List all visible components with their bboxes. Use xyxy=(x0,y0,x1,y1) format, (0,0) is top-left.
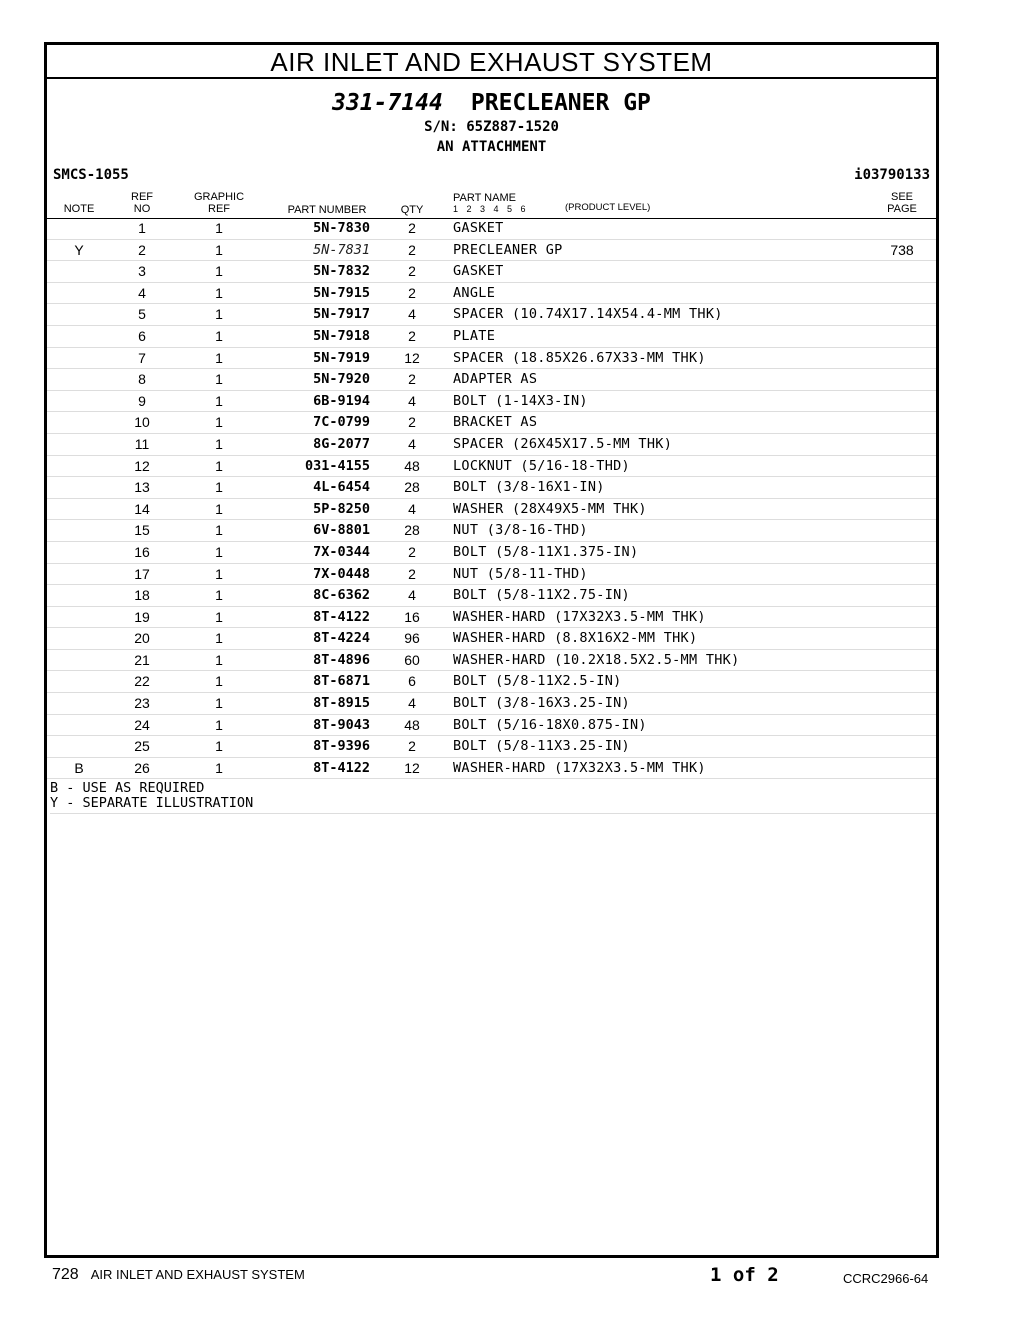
row-part-number[interactable]: 7X-0344 xyxy=(313,543,370,560)
row-qty: 2 xyxy=(408,327,416,344)
row-graphic-ref: 1 xyxy=(215,500,223,517)
table-row xyxy=(47,499,936,521)
row-graphic-ref: 1 xyxy=(215,457,223,474)
row-ref-no: 14 xyxy=(134,500,150,517)
row-graphic-ref: 1 xyxy=(215,608,223,625)
row-part-number[interactable]: 8C-6362 xyxy=(313,587,370,604)
row-ref-no: 24 xyxy=(134,716,150,733)
row-ref-no: 26 xyxy=(134,759,150,776)
row-part-name: GASKET xyxy=(453,263,504,280)
row-ref-no: 16 xyxy=(134,543,150,560)
table-row xyxy=(47,283,936,305)
table-row xyxy=(47,736,936,758)
row-ref-no: 7 xyxy=(138,349,146,366)
row-ref-no: 13 xyxy=(134,479,150,496)
row-part-number[interactable]: 5N-7831 xyxy=(313,241,370,258)
notes-legend xyxy=(50,781,936,814)
table-row xyxy=(47,348,936,370)
row-graphic-ref: 1 xyxy=(215,306,223,323)
table-row xyxy=(47,434,936,456)
row-graphic-ref: 1 xyxy=(215,263,223,280)
row-part-number[interactable]: 8T-4122 xyxy=(313,759,370,776)
doc-code: CCRC2966-64 xyxy=(843,1271,929,1286)
row-graphic-ref: 1 xyxy=(215,284,223,301)
table-row xyxy=(47,218,936,240)
row-part-name: BOLT (5/16-18X0.875-IN) xyxy=(453,716,647,733)
table-row xyxy=(47,391,936,413)
row-see-page[interactable]: 738 xyxy=(890,241,914,258)
row-graphic-ref: 1 xyxy=(215,673,223,690)
group-name: PRECLEANER GP xyxy=(470,90,651,116)
row-part-name: SPACER (10.74X17.14X54.4-MM THK) xyxy=(453,306,723,323)
row-note: B xyxy=(74,759,84,776)
row-graphic-ref: 1 xyxy=(215,241,223,258)
row-part-number[interactable]: 7C-0799 xyxy=(313,414,370,431)
row-qty: 2 xyxy=(408,220,416,236)
row-part-name: GASKET xyxy=(453,220,504,236)
table-row xyxy=(47,650,936,672)
page-frame xyxy=(44,42,939,1258)
table-row xyxy=(47,456,936,478)
table-row xyxy=(47,628,936,650)
row-ref-no: 22 xyxy=(134,673,150,690)
row-part-name: BOLT (5/8-11X2.75-IN) xyxy=(453,587,630,604)
row-part-name: WASHER-HARD (17X32X3.5-MM THK) xyxy=(453,759,706,776)
row-qty: 48 xyxy=(404,457,420,474)
row-qty: 4 xyxy=(408,695,416,712)
table-row xyxy=(47,412,936,434)
row-part-name: BOLT (5/8-11X3.25-IN) xyxy=(453,738,630,755)
row-ref-no: 23 xyxy=(134,695,150,712)
row-ref-no: 20 xyxy=(134,630,150,647)
row-graphic-ref: 1 xyxy=(215,759,223,776)
table-row xyxy=(47,564,936,586)
row-ref-no: 17 xyxy=(134,565,150,582)
table-row xyxy=(47,326,936,348)
row-qty: 2 xyxy=(408,738,416,755)
row-part-number[interactable]: 031-4155 xyxy=(304,457,370,474)
row-part-name: NUT (3/8-16-THD) xyxy=(453,522,588,539)
row-graphic-ref: 1 xyxy=(215,479,223,496)
row-part-name: NUT (5/8-11-THD) xyxy=(453,565,588,582)
col-part-name: PART NAME xyxy=(453,192,516,204)
row-note: Y xyxy=(74,241,84,258)
row-part-name: WASHER-HARD (17X32X3.5-MM THK) xyxy=(453,608,706,625)
row-graphic-ref: 1 xyxy=(215,716,223,733)
note-y: Y - SEPARATE ILLUSTRATION xyxy=(50,795,254,811)
row-ref-no: 9 xyxy=(138,392,146,409)
row-part-number[interactable]: 8T-4896 xyxy=(313,651,370,668)
row-graphic-ref: 1 xyxy=(215,522,223,539)
row-part-name: ANGLE xyxy=(453,284,496,301)
row-qty: 2 xyxy=(408,241,416,258)
table-row xyxy=(47,693,936,715)
table-row xyxy=(47,671,936,693)
row-ref-no: 2 xyxy=(138,241,146,258)
row-qty: 2 xyxy=(408,414,416,431)
table-row xyxy=(47,758,936,780)
row-graphic-ref: 1 xyxy=(215,587,223,604)
col-see-bottom: PAGE xyxy=(887,203,917,215)
row-part-name: WASHER (28X49X5-MM THK) xyxy=(453,500,647,517)
row-part-number[interactable]: 8T-4122 xyxy=(313,608,370,625)
note-b: B - USE AS REQUIRED xyxy=(50,780,205,796)
row-graphic-ref: 1 xyxy=(215,543,223,560)
row-ref-no: 18 xyxy=(134,587,150,604)
row-part-name: ADAPTER AS xyxy=(453,371,538,388)
row-part-name: PRECLEANER GP xyxy=(453,241,563,258)
row-qty: 48 xyxy=(404,716,420,733)
row-part-name: BRACKET AS xyxy=(453,414,538,431)
footer-left xyxy=(52,1266,305,1284)
row-part-number[interactable]: 5N-7917 xyxy=(313,306,370,323)
row-ref-no: 15 xyxy=(134,522,150,539)
row-ref-no: 5 xyxy=(138,306,146,323)
row-part-number[interactable]: 5P-8250 xyxy=(313,500,370,517)
row-part-number[interactable]: 8T-9396 xyxy=(313,738,370,755)
row-part-number[interactable]: 8T-4224 xyxy=(313,630,370,647)
col-qty: QTY xyxy=(400,204,424,216)
row-qty: 2 xyxy=(408,284,416,301)
serial-number: S/N: 65Z887-1520 xyxy=(424,119,559,135)
row-ref-no: 19 xyxy=(134,608,150,625)
table-row xyxy=(47,477,936,499)
row-graphic-ref: 1 xyxy=(215,738,223,755)
table-row xyxy=(47,261,936,283)
col-graphic-top: GRAPHIC xyxy=(193,191,245,203)
row-part-name: WASHER-HARD (8.8X16X2-MM THK) xyxy=(453,630,698,647)
row-ref-no: 11 xyxy=(134,435,150,452)
col-see-top: SEE xyxy=(890,191,913,203)
row-part-number[interactable]: 6V-8801 xyxy=(313,522,370,539)
row-part-name: BOLT (3/8-16X1-IN) xyxy=(453,479,605,496)
column-header xyxy=(47,188,936,219)
row-ref-no: 8 xyxy=(138,371,146,388)
row-part-number[interactable]: 7X-0448 xyxy=(313,565,370,582)
row-qty: 16 xyxy=(404,608,420,625)
row-part-name: PLATE xyxy=(453,327,496,344)
page-number: 728 xyxy=(52,1266,79,1283)
row-part-name: LOCKNUT (5/16-18-THD) xyxy=(453,457,630,474)
row-ref-no: 4 xyxy=(138,284,146,301)
table-row xyxy=(47,520,936,542)
group-heading xyxy=(47,87,936,119)
row-graphic-ref: 1 xyxy=(215,565,223,582)
row-part-number[interactable]: 8T-9043 xyxy=(313,716,370,733)
col-levels: 1 2 3 4 5 6 xyxy=(453,204,526,214)
row-qty: 2 xyxy=(408,565,416,582)
row-qty: 4 xyxy=(408,306,416,323)
table-row xyxy=(47,240,936,262)
row-ref-no: 10 xyxy=(134,414,150,431)
row-qty: 60 xyxy=(404,651,420,668)
row-graphic-ref: 1 xyxy=(215,349,223,366)
row-qty: 6 xyxy=(408,673,416,690)
table-row xyxy=(47,607,936,629)
row-qty: 4 xyxy=(408,500,416,517)
row-ref-no: 6 xyxy=(138,327,146,344)
row-qty: 28 xyxy=(404,522,420,539)
smcs-code: SMCS-1055 xyxy=(53,167,129,183)
row-part-number[interactable]: 8T-8915 xyxy=(313,695,370,712)
row-graphic-ref: 1 xyxy=(215,327,223,344)
row-qty: 28 xyxy=(404,479,420,496)
row-qty: 12 xyxy=(404,349,420,366)
row-part-number[interactable]: 6B-9194 xyxy=(313,392,370,409)
row-part-number[interactable]: 5N-7832 xyxy=(313,263,370,280)
pagination: 1 of 2 xyxy=(710,1264,779,1286)
table-row xyxy=(47,715,936,737)
illustration-id: i03790133 xyxy=(854,167,930,183)
row-part-number[interactable]: 4L-6454 xyxy=(313,479,370,496)
row-ref-no: 1 xyxy=(138,220,146,236)
row-part-number[interactable]: 5N-7915 xyxy=(313,284,370,301)
table-row xyxy=(47,369,936,391)
table-row xyxy=(47,304,936,326)
system-title: AIR INLET AND EXHAUST SYSTEM xyxy=(47,45,936,79)
row-part-number[interactable]: 8G-2077 xyxy=(313,435,370,452)
col-product-level: (PRODUCT LEVEL) xyxy=(565,202,651,213)
row-part-name: WASHER-HARD (10.2X18.5X2.5-MM THK) xyxy=(453,651,740,668)
row-part-name: BOLT (1-14X3-IN) xyxy=(453,392,588,409)
col-part-number: PART NUMBER xyxy=(287,204,367,216)
row-qty: 12 xyxy=(404,759,420,776)
row-part-name: BOLT (5/8-11X1.375-IN) xyxy=(453,543,639,560)
col-note: NOTE xyxy=(63,203,95,215)
row-graphic-ref: 1 xyxy=(215,630,223,647)
row-graphic-ref: 1 xyxy=(215,435,223,452)
row-ref-no: 25 xyxy=(134,738,150,755)
row-graphic-ref: 1 xyxy=(215,651,223,668)
row-ref-no: 3 xyxy=(138,263,146,280)
row-part-name: BOLT (3/8-16X3.25-IN) xyxy=(453,695,630,712)
row-part-number[interactable]: 5N-7919 xyxy=(313,349,370,366)
table-row xyxy=(47,542,936,564)
table-row xyxy=(47,585,936,607)
row-part-name: SPACER (26X45X17.5-MM THK) xyxy=(453,435,673,452)
row-qty: 2 xyxy=(408,263,416,280)
row-part-name: SPACER (18.85X26.67X33-MM THK) xyxy=(453,349,706,366)
row-graphic-ref: 1 xyxy=(215,220,223,236)
attachment-label: AN ATTACHMENT xyxy=(436,139,547,155)
row-qty: 96 xyxy=(404,630,420,647)
col-graphic-bottom: REF xyxy=(208,203,230,215)
row-graphic-ref: 1 xyxy=(215,695,223,712)
row-graphic-ref: 1 xyxy=(215,371,223,388)
row-ref-no: 12 xyxy=(134,457,150,474)
row-part-name: BOLT (5/8-11X2.5-IN) xyxy=(453,673,622,690)
row-graphic-ref: 1 xyxy=(215,414,223,431)
footer-section: AIR INLET AND EXHAUST SYSTEM xyxy=(90,1267,305,1282)
row-qty: 2 xyxy=(408,371,416,388)
row-part-number[interactable]: 5N-7920 xyxy=(313,371,370,388)
row-part-number[interactable]: 5N-7918 xyxy=(313,327,370,344)
row-qty: 4 xyxy=(408,392,416,409)
row-graphic-ref: 1 xyxy=(215,392,223,409)
row-ref-no: 21 xyxy=(134,651,150,668)
row-part-number[interactable]: 8T-6871 xyxy=(313,673,370,690)
group-number[interactable]: 331-7144 xyxy=(332,90,443,116)
parts-table xyxy=(47,218,936,779)
row-qty: 4 xyxy=(408,587,416,604)
col-ref-bottom: NO xyxy=(133,203,151,215)
col-ref-top: REF xyxy=(131,191,153,203)
row-qty: 2 xyxy=(408,543,416,560)
row-part-number[interactable]: 5N-7830 xyxy=(313,220,370,236)
row-qty: 4 xyxy=(408,435,416,452)
